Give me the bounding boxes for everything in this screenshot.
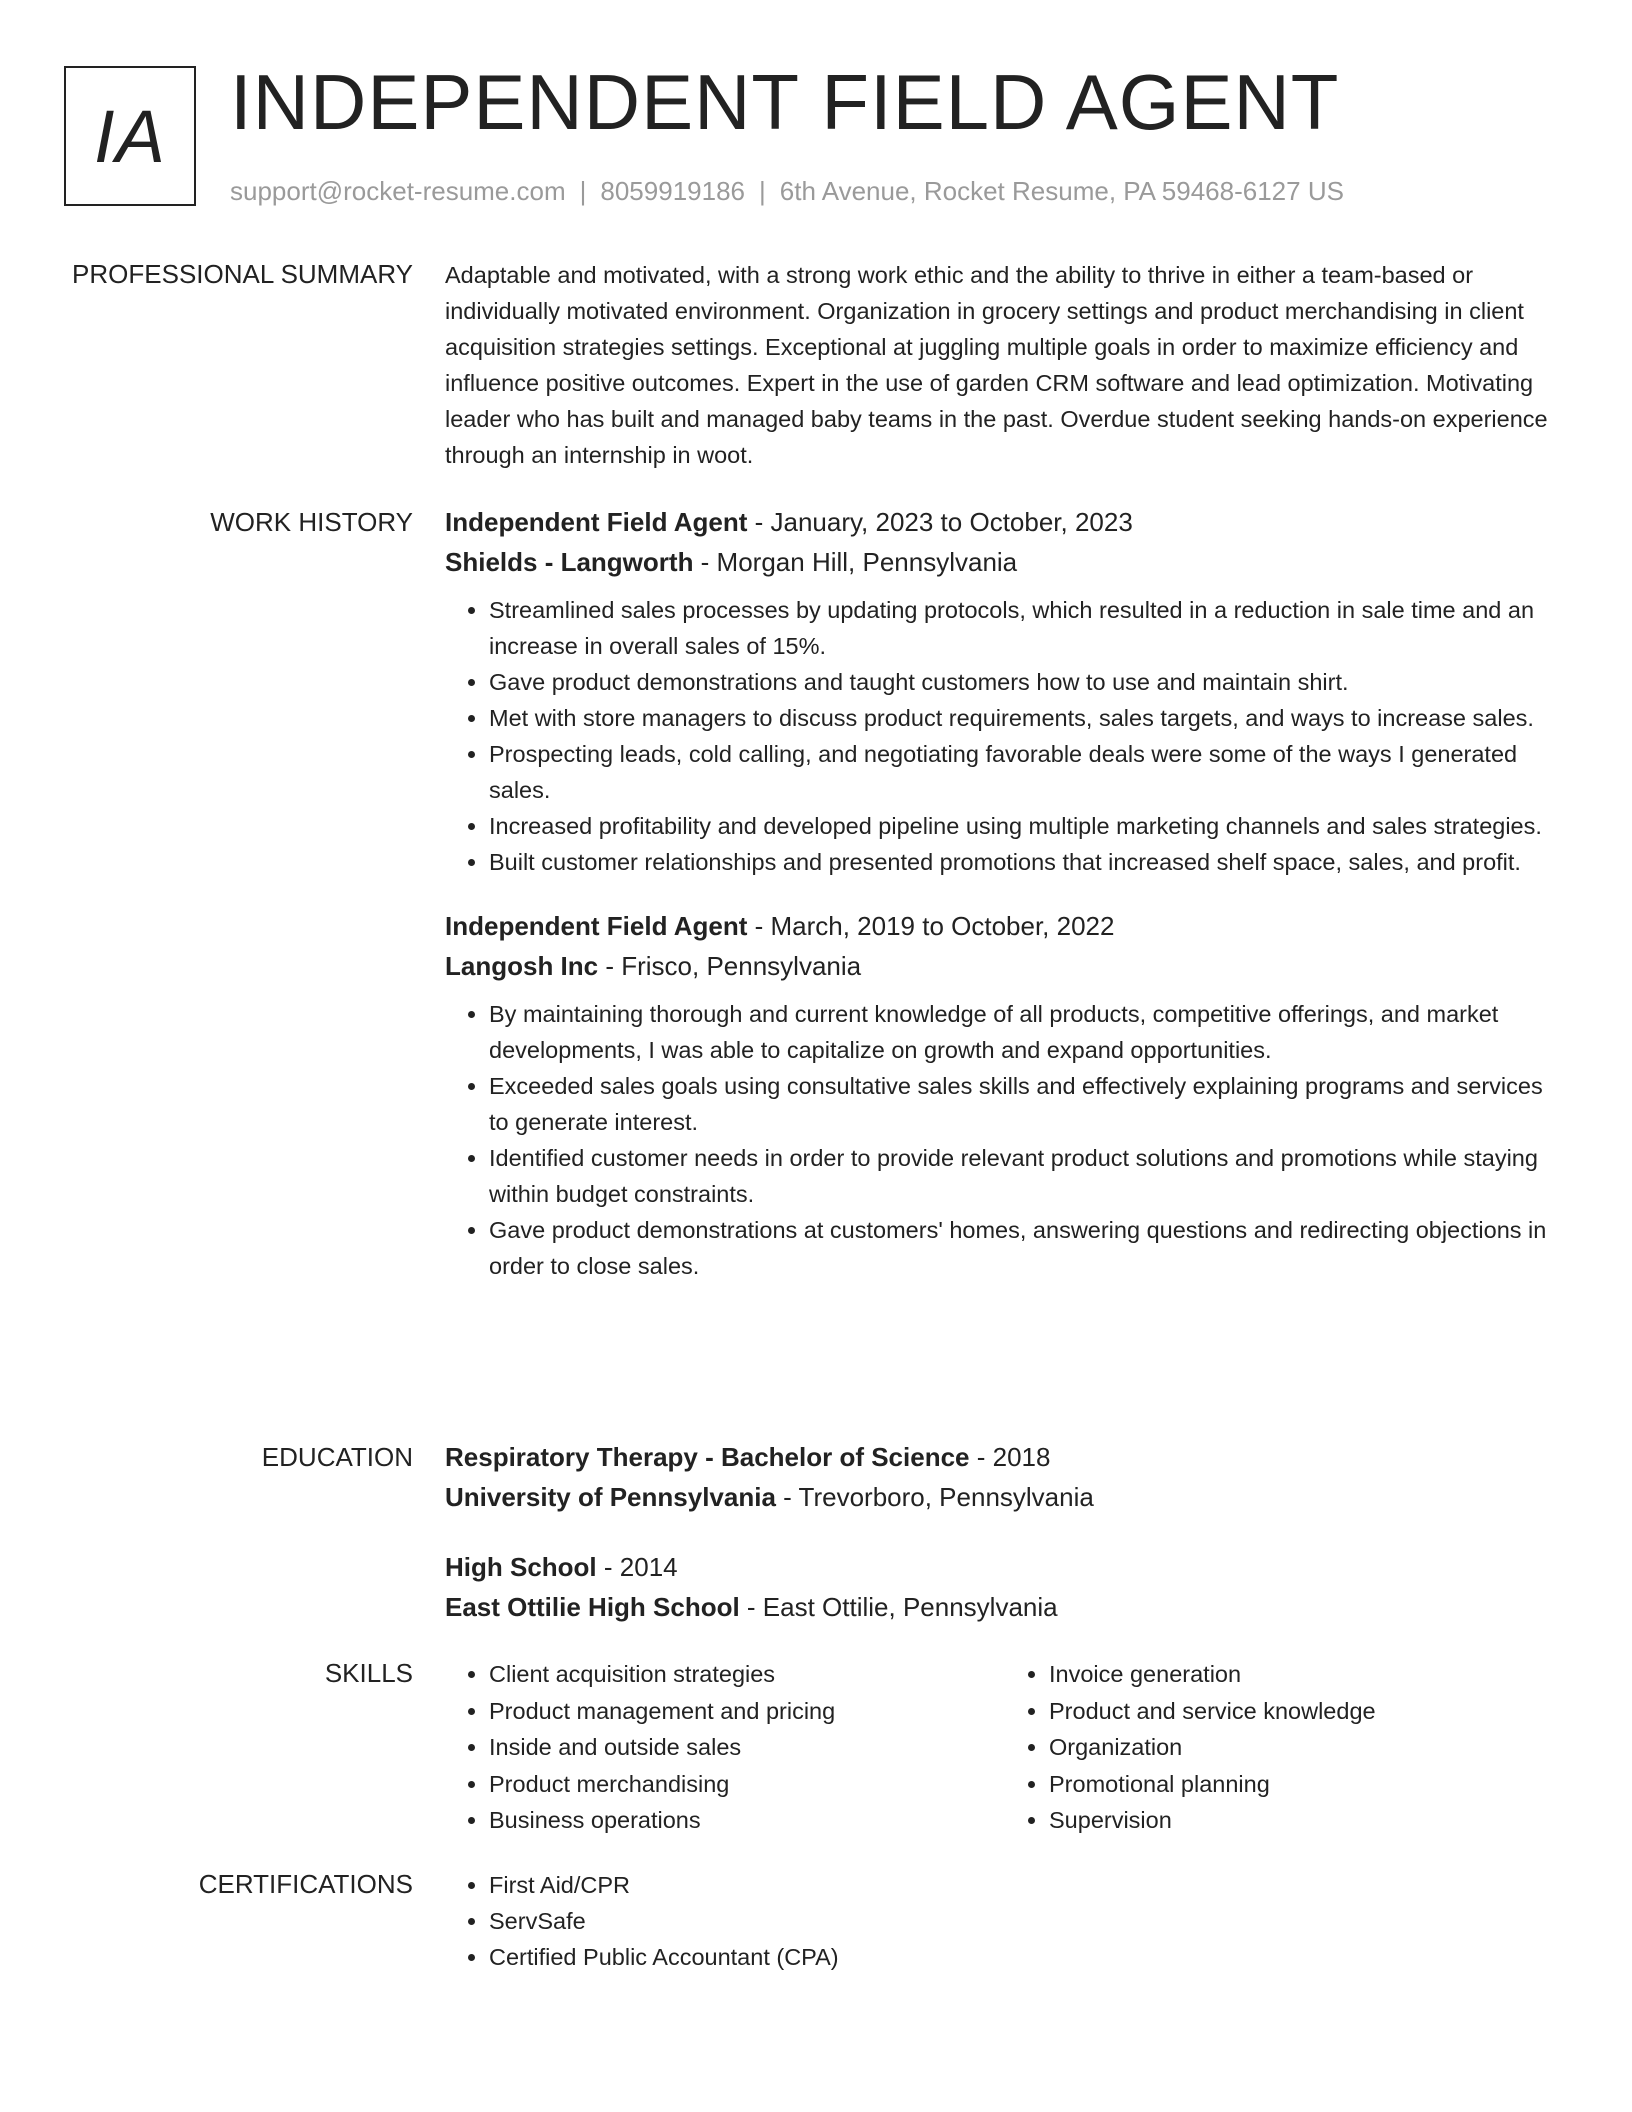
degree: High School <box>445 1552 597 1582</box>
list-item: • Identified customer needs in order to provide relevant product solutions and promotions while staying within budget constraints. <box>489 1140 1565 1212</box>
contact-email[interactable]: support@rocket-resume.com <box>230 176 566 206</box>
summary-text: Adaptable and motivated, with a strong work ethic and the ability to thrive in either a team-based or individually motivated environment. Organization in grocery settings and product merchandising in client acquisition strategies settings. Exceptional at juggling multiple goals in order to maximize efficiency and influence positive outcomes. Expert in the use of garden CRM software and lead optimization. Motivating leader who has built and managed baby teams in the past. Overdue student seeking hands-on experience through an internship in woot. <box>445 262 1548 468</box>
list-item: • First Aid/CPR <box>489 1867 1565 1903</box>
list-item: • Certified Public Accountant (CPA) <box>489 1939 1565 1975</box>
list-item: • Promotional planning <box>1049 1766 1565 1803</box>
skills-body <box>445 1656 1565 1839</box>
work-history-body <box>445 502 1565 1284</box>
skills-heading: SKILLS <box>324 1658 413 1688</box>
work-history-heading: WORK HISTORY <box>210 507 413 537</box>
degree-year: - 2018 <box>969 1442 1051 1472</box>
list-item: • Client acquisition strategies <box>489 1656 1005 1693</box>
education-entry <box>445 1547 1565 1627</box>
list-item: • Prospecting leads, cold calling, and negotiating favorable deals were some of the ways I generated sales. <box>489 736 1565 808</box>
school-line <box>445 1477 1565 1517</box>
list-item: • Invoice generation <box>1049 1656 1565 1693</box>
education-entry <box>445 1437 1565 1517</box>
list-item: • Product merchandising <box>489 1766 1005 1803</box>
skills-list-right <box>1005 1656 1565 1839</box>
skills-list-left <box>445 1656 1005 1839</box>
job-location: - Frisco, Pennsylvania <box>598 951 862 981</box>
list-item: • Increased profitability and developed pipeline using multiple marketing channels and sales strategies. <box>489 808 1565 844</box>
job-company: Langosh Inc <box>445 951 599 981</box>
degree: Respiratory Therapy - Bachelor of Science <box>445 1442 970 1472</box>
list-item: • Product management and pricing <box>489 1693 1005 1730</box>
school: University of Pennsylvania <box>445 1482 776 1512</box>
certifications-body <box>445 1867 1565 1975</box>
degree-line <box>445 1437 1565 1477</box>
job-title-line <box>445 906 1565 946</box>
job-entry <box>445 502 1565 880</box>
initials-monogram: IA <box>64 66 196 206</box>
school-line <box>445 1587 1565 1627</box>
summary-heading: PROFESSIONAL SUMMARY <box>72 259 413 289</box>
certifications-heading: CERTIFICATIONS <box>198 1869 413 1899</box>
list-item: • Gave product demonstrations at customers' homes, answering questions and redirecting objections in order to close sales. <box>489 1212 1565 1284</box>
job-company-line <box>445 542 1565 582</box>
job-entry <box>445 906 1565 1284</box>
job-bullets <box>445 996 1565 1284</box>
list-item: • Streamlined sales processes by updating protocols, which resulted in a reduction in sale time and an increase in overall sales of 15%. <box>489 592 1565 664</box>
list-item: • Business operations <box>489 1802 1005 1839</box>
list-item: • Supervision <box>1049 1802 1565 1839</box>
contact-separator: | <box>579 176 587 206</box>
list-item: • Gave product demonstrations and taught customers how to use and maintain shirt. <box>489 664 1565 700</box>
job-title: Independent Field Agent <box>445 911 748 941</box>
page-title: INDEPENDENT FIELD AGENT <box>230 58 1340 146</box>
job-location: - Morgan Hill, Pennsylvania <box>693 547 1018 577</box>
contact-separator: | <box>759 176 766 206</box>
certifications-list <box>445 1867 1565 1975</box>
list-item: • Product and service knowledge <box>1049 1693 1565 1730</box>
degree-year: - 2014 <box>596 1552 678 1582</box>
list-item: • ServSafe <box>489 1903 1565 1939</box>
education-body <box>445 1437 1565 1627</box>
list-item: • Exceeded sales goals using consultative sales skills and effectively explaining programs and services to generate interest. <box>489 1068 1565 1140</box>
list-item: • Inside and outside sales <box>489 1729 1005 1766</box>
school: East Ottilie High School <box>445 1592 740 1622</box>
job-dates: - January, 2023 to October, 2023 <box>747 507 1133 537</box>
list-item: • Met with store managers to discuss product requirements, sales targets, and ways to increase sales. <box>489 700 1565 736</box>
school-location: - East Ottilie, Pennsylvania <box>739 1592 1058 1622</box>
job-title: Independent Field Agent <box>445 507 748 537</box>
job-bullets <box>445 592 1565 880</box>
job-company-line <box>445 946 1565 986</box>
job-title-line <box>445 502 1565 542</box>
contact-phone[interactable]: 8059919186 <box>600 176 745 206</box>
job-company: Shields - Langworth <box>445 547 694 577</box>
contact-line <box>230 176 1344 207</box>
degree-line <box>445 1547 1565 1587</box>
education-heading: EDUCATION <box>261 1442 413 1472</box>
school-location: - Trevorboro, Pennsylvania <box>775 1482 1094 1512</box>
contact-address: 6th Avenue, Rocket Resume, PA 59468-6127 US <box>779 176 1344 206</box>
list-item: • Built customer relationships and presented promotions that increased shelf space, sales, and profit. <box>489 844 1565 880</box>
list-item: • Organization <box>1049 1729 1565 1766</box>
job-dates: - March, 2019 to October, 2022 <box>747 911 1115 941</box>
list-item: • By maintaining thorough and current knowledge of all products, competitive offerings, and market developments, I was able to capitalize on growth and expand opportunities. <box>489 996 1565 1068</box>
